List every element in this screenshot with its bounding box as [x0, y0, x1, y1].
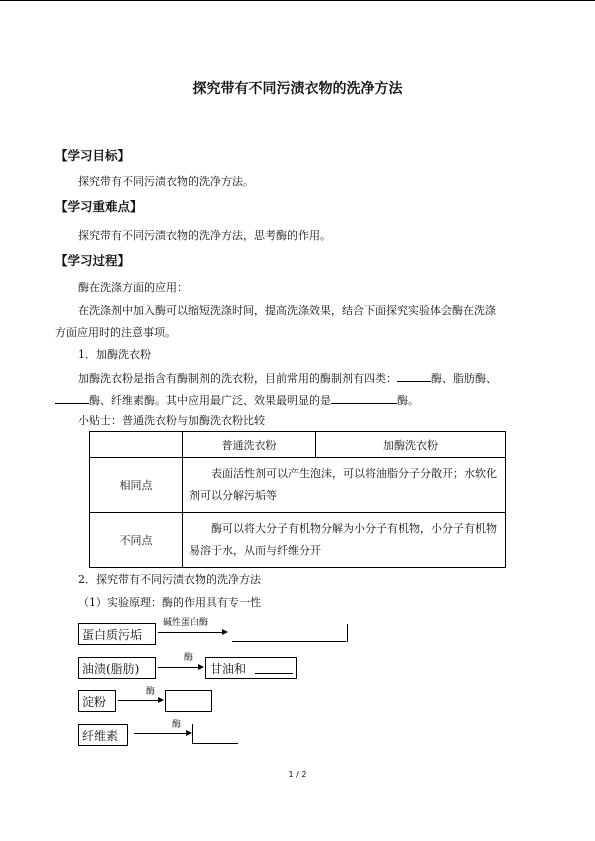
page-number: 1 / 2 [288, 770, 307, 779]
answer-line-1[interactable] [232, 641, 346, 642]
answer-line-4[interactable] [192, 743, 238, 744]
comparison-table [89, 431, 506, 568]
key-text: 探究带有不同污渍衣物的洗净方法，思考酶的作用。 [78, 229, 331, 242]
starch-label: 淀粉 [82, 695, 107, 709]
page-top-rule [0, 0, 595, 1]
arrow-3-head-icon [158, 697, 164, 703]
process-para-line1: 在洗涤剂中加入酶可以缩短洗涤时间，提高洗涤效果，结合下面探究实验体会酶在洗涤 [78, 304, 496, 317]
table-col-enzyme: 加酶洗衣粉 [316, 432, 506, 458]
arrow-1-line [158, 632, 222, 633]
arrow-4-line [134, 733, 186, 734]
process-heading: 【学习过程】 [55, 253, 131, 268]
item1-line2-text-b: 酶。 [397, 394, 419, 407]
arrow-3-line [118, 700, 158, 701]
item1-line1-text-a: 加酶洗衣粉是指含有酶制剂的洗衣粉，目前常用的酶制剂有四类： [78, 372, 397, 385]
arrow-2-line [158, 667, 198, 668]
lipase-label: 酶 [184, 653, 194, 663]
item1-line1-text-b: 酶、脂肪酶、 [431, 372, 497, 385]
fill-blank-2[interactable] [55, 393, 89, 404]
key-heading: 【学习重难点】 [55, 199, 143, 214]
goal-heading: 【学习目标】 [55, 148, 131, 163]
oil-result-label: 甘油和 [210, 662, 247, 676]
process-intro: 酶在洗涤方面的应用： [78, 281, 188, 294]
fill-blank-1[interactable] [397, 371, 431, 382]
item1-heading: 1．加酶洗衣粉 [78, 348, 151, 361]
table-row-diff [90, 513, 506, 568]
table-row-label-diff: 不同点 [90, 513, 183, 568]
answer-box-3[interactable] [165, 690, 212, 712]
answer-line-1-bracket [347, 624, 348, 642]
goal-text: 探究带有不同污渍衣物的洗净方法。 [78, 175, 254, 188]
arrow-1-head-icon [222, 629, 228, 635]
item2-sub: （1）实验原理：酶的作用具有专一性 [78, 596, 261, 609]
amylase-label: 酶 [146, 687, 156, 697]
answer-4-bracket [192, 724, 193, 744]
item2-heading: 2．探究带有不同污渍衣物的洗净方法 [78, 573, 261, 586]
answer-line-2[interactable] [255, 673, 293, 674]
item1-line2-text-a: 酶、纤维素酶。其中应用最广泛、效果最明显的是 [89, 394, 331, 407]
protease-label: 碱性蛋白酶 [163, 618, 209, 628]
table-row-same [90, 458, 506, 513]
fill-blank-3[interactable] [331, 393, 397, 404]
cellulase-label: 酶 [172, 720, 182, 730]
arrow-2-head-icon [198, 664, 204, 670]
protein-stain-label: 蛋白质污垢 [82, 628, 143, 642]
oil-stain-label: 油渍(脂肪) [82, 662, 140, 676]
process-para-line2: 方面应用时的注意事项。 [55, 326, 176, 339]
tip-text: 小贴士：普通洗衣粉与加酶洗衣粉比较 [78, 414, 265, 427]
cellulose-label: 纤维素 [82, 729, 119, 743]
table-cell-diff: 酶可以将大分子有机物分解为小分子有机物，小分子有机物易溶于水，从而与纤维分开 [183, 513, 506, 568]
table-corner-cell [90, 432, 183, 458]
table-cell-same: 表面活性剂可以产生泡沫，可以将油脂分子分散开；水软化剂可以分解污垢等 [183, 458, 506, 513]
item1-line1 [78, 371, 497, 386]
table-col-ordinary: 普通洗衣粉 [183, 432, 316, 458]
page-title: 探究带有不同污渍衣物的洗净方法 [192, 81, 403, 97]
item1-line2 [55, 393, 419, 408]
table-row-label-same: 相同点 [90, 458, 183, 513]
table-header-row [90, 432, 506, 458]
